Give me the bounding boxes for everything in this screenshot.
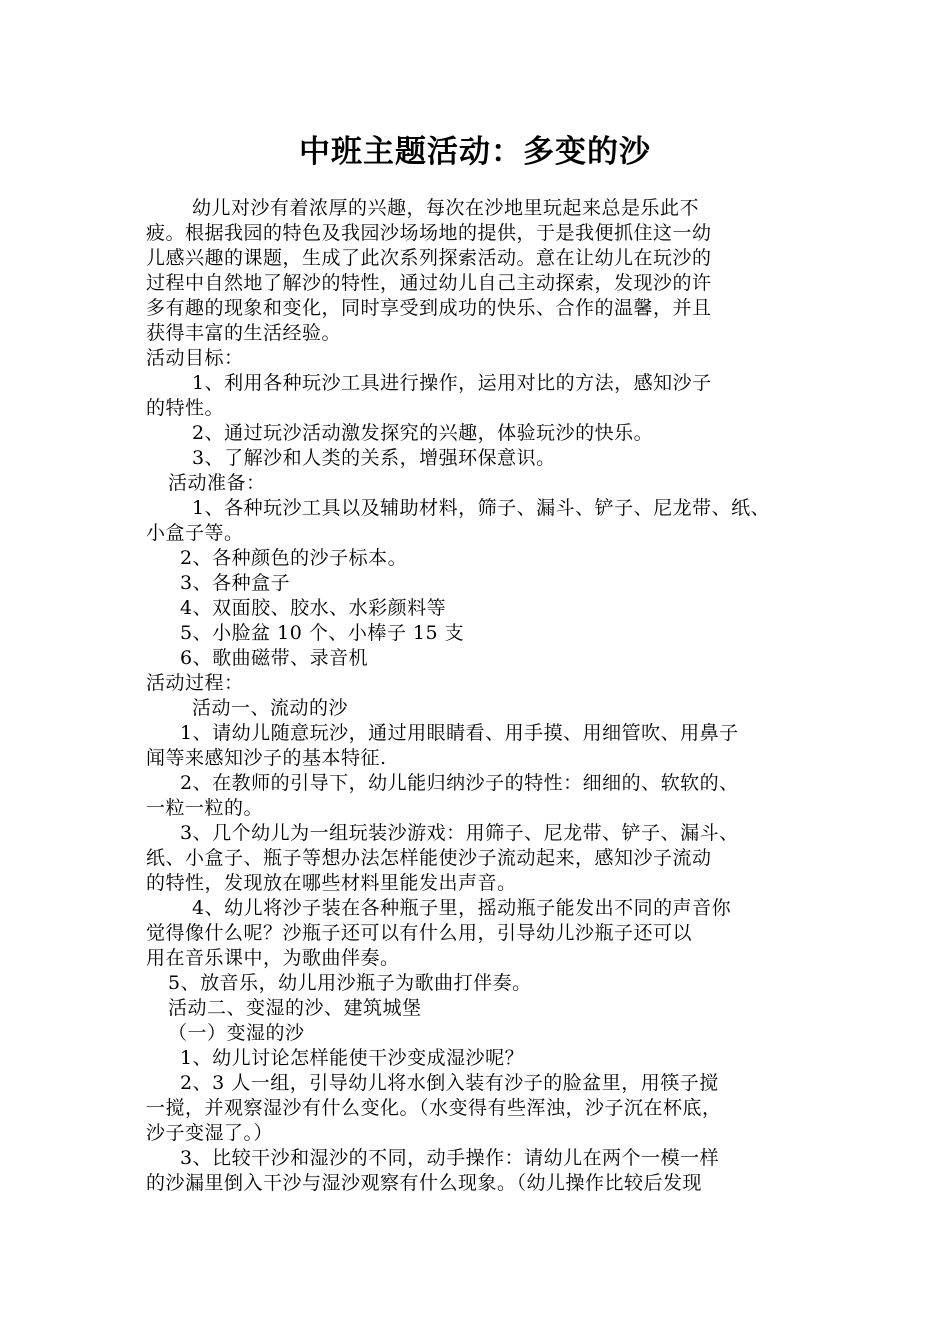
text-line: 沙子变湿了。） xyxy=(146,1122,274,1144)
text-line: 活动过程： xyxy=(146,672,244,694)
text-line: 1、利用各种玩沙工具进行操作，运用对比的方法，感知沙子 xyxy=(192,372,712,394)
text-line: 幼儿对沙有着浓厚的兴趣，每次在沙地里玩起来总是乐此不 xyxy=(192,197,700,219)
text-line: 纸、小盒子、瓶子等想办法怎样能使沙子流动起来，感知沙子流动 xyxy=(146,847,712,869)
text-line: 3、各种盒子 xyxy=(180,572,291,594)
text-line: 小盒子等。 xyxy=(146,522,244,544)
text-line: 4、双面胶、胶水、水彩颜料等 xyxy=(180,597,447,619)
text-line: 的特性，发现放在哪些材料里能发出声音。 xyxy=(146,872,517,894)
text-line: 2、3 人一组，引导幼儿将水倒入装有沙子的脸盆里，用筷子搅 xyxy=(180,1072,719,1094)
text-line: 的沙漏里倒入干沙与湿沙观察有什么现象。（幼儿操作比较后发现 xyxy=(146,1172,703,1194)
text-line: 多有趣的现象和变化，同时享受到成功的快乐、合作的温馨，并且 xyxy=(146,297,712,319)
text-line: 6、歌曲磁带、录音机 xyxy=(180,647,369,669)
text-line: 5、小脸盆 10 个、小棒子 15 支 xyxy=(180,622,465,644)
text-line: 3、比较干沙和湿沙的不同，动手操作：请幼儿在两个一模一样 xyxy=(180,1147,720,1169)
text-line: 1、请幼儿随意玩沙，通过用眼睛看、用手摸、用细管吹、用鼻子 xyxy=(180,722,739,744)
text-line: 疲。根据我园的特色及我园沙场场地的提供，于是我便抓住这一幼 xyxy=(146,222,712,244)
text-line: 2、在教师的引导下，幼儿能归纳沙子的特性：细细的、软软的、 xyxy=(180,772,739,794)
text-line: 用在音乐课中，为歌曲伴奏。 xyxy=(146,947,400,969)
text-line: 2、各种颜色的沙子标本。 xyxy=(180,547,408,569)
text-line: 1、幼儿讨论怎样能使干沙变成湿沙呢？ xyxy=(180,1047,525,1069)
text-line: 活动目标： xyxy=(146,347,244,369)
text-line: 活动二、变湿的沙、建筑城堡 xyxy=(168,997,422,1019)
text-line: 2、通过玩沙活动激发探究的兴趣，体验玩沙的快乐。 xyxy=(192,422,654,444)
text-line: （一）变湿的沙 xyxy=(168,1022,305,1044)
text-line: 过程中自然地了解沙的特性，通过幼儿自己主动探索，发现沙的许 xyxy=(146,272,712,294)
text-line: 3、几个幼儿为一组玩装沙游戏：用筛子、尼龙带、铲子、漏斗、 xyxy=(180,822,739,844)
text-line: 一搅，并观察湿沙有什么变化。（水变得有些浑浊，沙子沉在杯底， xyxy=(146,1097,722,1119)
text-line: 活动准备： xyxy=(168,472,266,494)
text-line: 4、幼儿将沙子装在各种瓶子里，摇动瓶子能发出不同的声音你 xyxy=(192,897,732,919)
text-line: 3、了解沙和人类的关系，增强环保意识。 xyxy=(192,447,556,469)
text-line: 觉得像什么呢？沙瓶子还可以有什么用，引导幼儿沙瓶子还可以 xyxy=(146,922,693,944)
text-line: 1、各种玩沙工具以及辅助材料，筛子、漏斗、铲子、尼龙带、纸、 xyxy=(192,497,771,519)
text-line: 获得丰富的生活经验。 xyxy=(146,322,342,344)
text-line: 5、放音乐，幼儿用沙瓶子为歌曲打伴奏。 xyxy=(168,972,532,994)
text-line: 的特性。 xyxy=(146,397,225,419)
text-line: 儿感兴趣的课题，生成了此次系列探索活动。意在让幼儿在玩沙的 xyxy=(146,247,712,269)
text-line: 活动一、流动的沙 xyxy=(192,697,349,719)
document-title: 中班主题活动：多变的沙 xyxy=(299,134,651,170)
text-line: 闻等来感知沙子的基本特征. xyxy=(146,747,387,769)
text-line: 一粒一粒的。 xyxy=(146,797,264,819)
document-body xyxy=(146,196,810,1196)
